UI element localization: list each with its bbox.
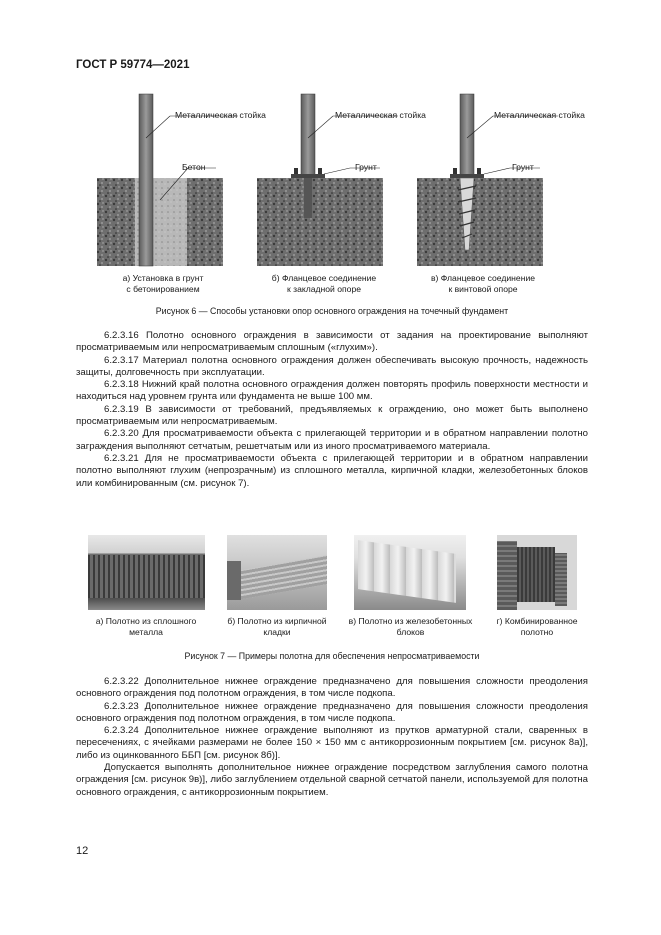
post-b [301,94,315,176]
paragraph: 6.2.3.21 Для не просматриваемости объекта с прилегающей территории и в обратном направлении полотно выполняют глухим (непрозрачным) из сплошного металла, кирпичной кладки, железобетонных блоков или комбинированным (см. рисунок 7). [76,452,588,489]
figure7-caption-d: г) Комбинированное полотно [496,616,578,637]
paragraphs-top [76,330,588,490]
paragraph: Допускается выполнять дополнительное нижнее ограждение посредством заглубления самого полотна ограждения [см. рисунок 9в)], либо заглублением отдельной сварной сетчатой панели, используемой для полотна основного ограждения, с антикоррозионным покрытием. [76,762,588,798]
paragraph: 6.2.3.22 Дополнительное нижнее ограждение предназначено для повышения сложности преодоления основного ограждения под полотном ограждения, в том числе подкопа. [76,676,588,700]
post-c [460,94,474,176]
page-header: ГОСТ Р 59774—2021 [76,59,190,71]
page-number: 12 [76,845,89,857]
figure6-caption-a: а) Установка в грунт с бетонированием [122,273,204,294]
paragraph: 6.2.3.20 Для просматриваемости объекта с прилегающей территории и в обратном направлении полотно заграждения выполняют сетчатым, решетчатым или из иного просматриваемого материала. [76,428,588,452]
paragraph: 6.2.3.24 Дополнительное нижнее ограждение выполняют из прутков арматурной стали, сваренных в пересечениях, с ячейками размерами не более 150 × 150 мм с антикоррозионным покрытием [см. рисунок 8а)], либо из оцинкованного ББП [см. рисунок 8б)]. [76,725,588,761]
label-post-a: Металлическая стойка [175,110,266,120]
soil-block-c [417,178,543,266]
figure7-caption-a: а) Полотно из сплошного металла [95,616,197,637]
figure-6-diagram [88,90,598,300]
post-a [139,94,153,266]
photo-metal-fence [88,535,205,610]
photo-concrete-fence [354,535,466,610]
soil-block-b [257,178,383,266]
label-post-b: Металлическая стойка [335,110,426,120]
label-concrete: Бетон [182,162,206,172]
flange-b [291,174,325,178]
figure6-title: Рисунок 6 — Способы установки опор основного ограждения на точечный фундамент [155,306,509,316]
photo-combined-fence [497,535,577,610]
photo-brick-fence [227,535,327,610]
label-ground-c: Грунт [512,162,534,172]
figure6-caption-c: в) Фланцевое соединение к винтовой опоре [430,273,536,294]
paragraph: 6.2.3.19 В зависимости от требований, предъявляемых к ограждению, оно может быть выполнено просматриваемым или непросматриваемым. [76,403,588,428]
figure7-caption-b: б) Полотно из кирпичной кладки [227,616,327,637]
paragraph: 6.2.3.23 Дополнительное нижнее ограждение предназначено для повышения сложности преодоления основного ограждения под полотном ограждения, в том числе подкопа. [76,700,588,724]
paragraph: 6.2.3.17 Материал полотна основного ограждения должен обеспечивать высокую прочность, надежность защиты, долговечность при эксплуатации. [76,354,588,378]
paragraph: 6.2.3.16 Полотно основного ограждения в зависимости от задания на проектирование выполняют просматриваемым или непросматриваемым сплошным («глухим»). [76,330,588,354]
paragraphs-bottom [76,676,588,799]
label-post-c: Металлическая стойка [494,110,585,120]
figure7-caption-c: в) Полотно из железобетонных блоков [348,616,473,637]
figure7-title: Рисунок 7 — Примеры полотна для обеспечения непросматриваемости [184,651,480,661]
flange-c [450,174,484,178]
embedded-support [304,178,312,218]
label-ground-b: Грунт [355,162,377,172]
figure6-caption-b: б) Фланцевое соединение к закладной опоре [271,273,377,294]
paragraph: 6.2.3.18 Нижний край полотна основного ограждения должен повторять профиль поверхности местности и находиться над уровнем грунта или фундамента не выше 100 мм. [76,379,588,403]
